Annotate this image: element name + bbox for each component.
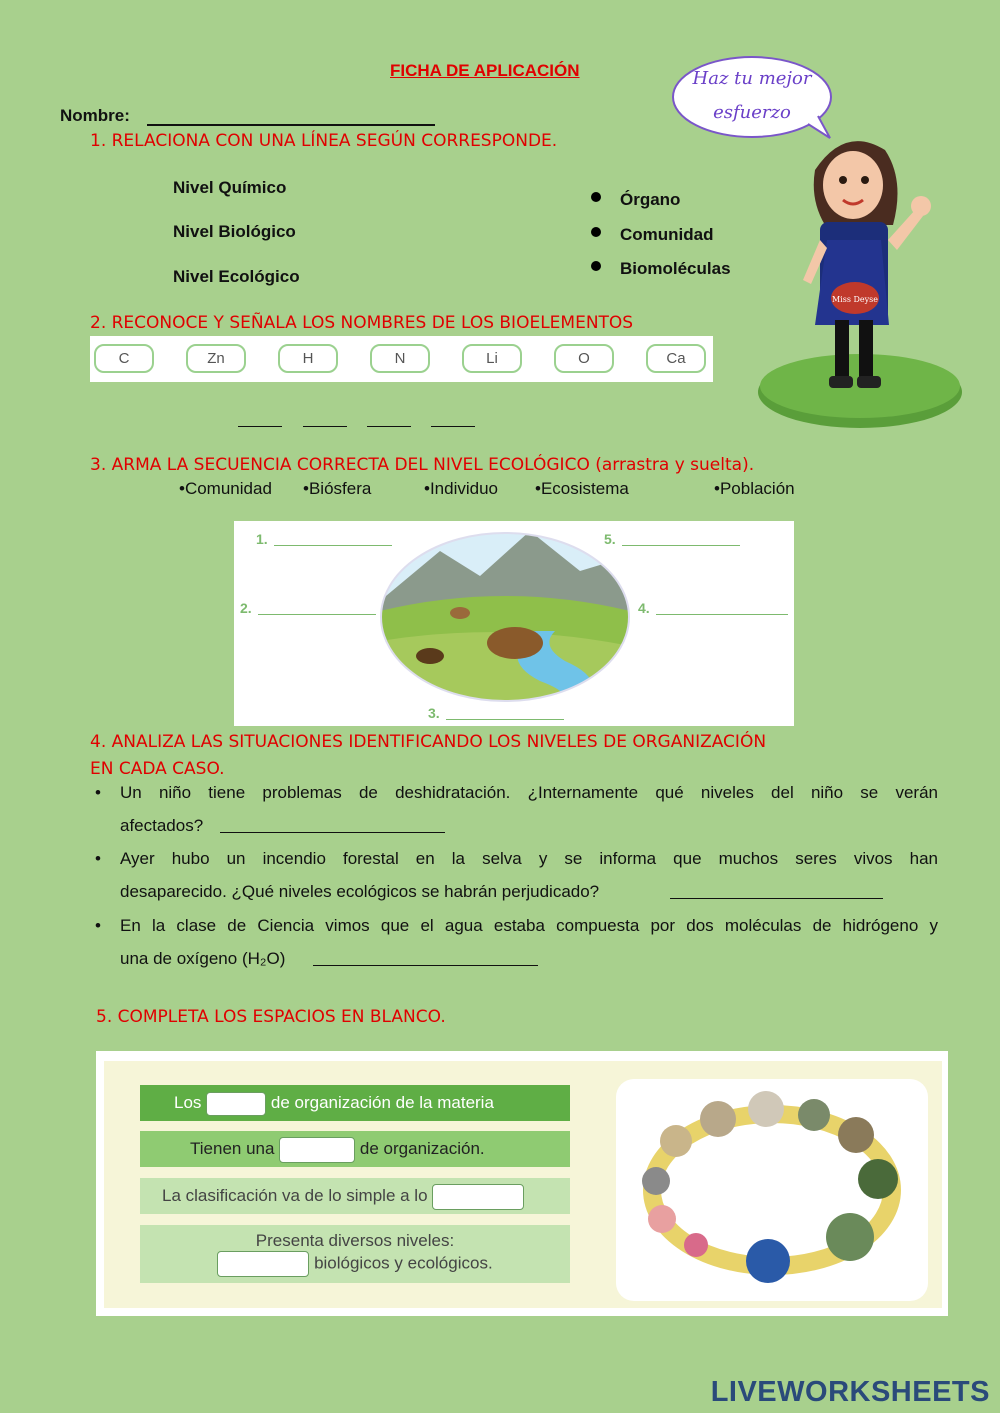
answer-blank[interactable] <box>238 426 282 427</box>
label-2: 2. <box>240 600 252 616</box>
band-1-text-b: de organización de la materia <box>270 1093 494 1112</box>
drop-zone-3[interactable] <box>446 719 564 720</box>
option-comunidad[interactable]: Comunidad <box>620 225 714 244</box>
element-n[interactable]: N <box>370 344 430 373</box>
teacher-avatar <box>755 130 970 435</box>
name-field[interactable] <box>147 124 435 126</box>
drop-zone-4[interactable] <box>656 614 788 615</box>
band-1-text-a: Los <box>174 1093 202 1112</box>
blank-box-2[interactable] <box>279 1137 355 1163</box>
answer-input-1[interactable] <box>220 832 445 833</box>
q4-prompt-line1: 4. ANALIZA LAS SITUACIONES IDENTIFICANDO LOS NIVELES DE ORGANIZACIÓN <box>90 732 767 752</box>
situation-3-line2: una de oxígeno (H₂O) <box>120 949 286 968</box>
option-organo[interactable]: Órgano <box>620 190 681 209</box>
band-2 <box>140 1131 570 1167</box>
label-1: 1. <box>256 531 268 547</box>
element-li[interactable]: Li <box>462 344 522 373</box>
band-1 <box>140 1085 570 1121</box>
bioelements-strip <box>90 336 713 382</box>
level-quimico[interactable]: Nivel Químico <box>173 178 287 197</box>
option-biomoleculas[interactable]: Biomoléculas <box>620 259 731 278</box>
bullet-icon <box>591 261 601 271</box>
apron-text: Miss Deyse <box>831 295 879 304</box>
band-2-text-a: Tienen una <box>190 1139 275 1158</box>
bullet-icon <box>591 227 601 237</box>
band-4-text-b: biológicos y ecológicos. <box>314 1253 493 1273</box>
band-3 <box>140 1178 570 1214</box>
element-zn[interactable]: Zn <box>186 344 246 373</box>
element-h[interactable]: H <box>278 344 338 373</box>
q1-prompt: 1. RELACIONA CON UNA LÍNEA SEGÚN CORRESPONDE. <box>90 131 558 151</box>
bullet-icon: • <box>95 849 101 868</box>
drop-zone-1[interactable] <box>274 545 392 546</box>
label-4: 4. <box>638 600 650 616</box>
liveworksheets-logo: LIVEWORKSHEETS <box>710 1376 990 1408</box>
q4-prompt-line2: EN CADA CASO. <box>90 759 225 779</box>
answer-input-2[interactable] <box>670 898 883 899</box>
blank-box-3[interactable] <box>432 1184 524 1210</box>
landscape-illustration <box>380 531 630 703</box>
level-ecologico[interactable]: Nivel Ecológico <box>173 267 300 286</box>
situation-1-line1: Un niño tiene problemas de deshidratación. ¿Internamente qué niveles del niño se verán <box>120 783 938 802</box>
label-3: 3. <box>428 705 440 721</box>
label-5: 5. <box>604 531 616 547</box>
answer-input-3[interactable] <box>313 965 538 966</box>
organization-levels-diagram <box>616 1079 928 1301</box>
answer-blank[interactable] <box>367 426 411 427</box>
bullet-icon: • <box>95 916 101 935</box>
situation-2-line2: desaparecido. ¿Qué niveles ecológicos se habrán perjudicado? <box>120 882 600 901</box>
fill-blanks-panel <box>96 1051 948 1316</box>
q3-prompt: 3. ARMA LA SECUENCIA CORRECTA DEL NIVEL ECOLÓGICO (arrastra y suelta). <box>90 455 755 475</box>
drop-zone-2[interactable] <box>258 614 376 615</box>
answer-blank[interactable] <box>303 426 347 427</box>
bullet-icon <box>591 192 601 202</box>
choice-individuo[interactable]: •Individuo <box>424 479 499 498</box>
choice-poblacion[interactable]: •Población <box>714 479 795 498</box>
bullet-icon: • <box>95 783 101 802</box>
choice-biosfera[interactable]: •Biósfera <box>303 479 372 498</box>
blank-box-4[interactable] <box>217 1251 309 1277</box>
situation-1-line2: afectados? <box>120 816 204 835</box>
choice-comunidad[interactable]: •Comunidad <box>179 479 272 498</box>
element-c[interactable]: C <box>94 344 154 373</box>
choice-ecosistema[interactable]: •Ecosistema <box>535 479 629 498</box>
ecological-levels-image <box>234 521 794 726</box>
drop-zone-5[interactable] <box>622 545 740 546</box>
blank-box-1[interactable] <box>206 1092 266 1116</box>
band-4-text-a: Presenta diversos niveles: <box>255 1231 455 1250</box>
answer-blank[interactable] <box>431 426 475 427</box>
name-label: Nombre: <box>60 106 130 125</box>
band-3-text-a: La clasificación va de lo simple a lo <box>162 1186 428 1205</box>
level-biologico[interactable]: Nivel Biológico <box>173 222 296 241</box>
situation-2-line1: Ayer hubo un incendio forestal en la selva y se informa que muchos seres vivos han <box>120 849 938 868</box>
element-o[interactable]: O <box>554 344 614 373</box>
band-4 <box>140 1225 570 1283</box>
q5-prompt: 5. COMPLETA LOS ESPACIOS EN BLANCO. <box>96 1007 446 1027</box>
band-2-text-b: de organización. <box>359 1139 485 1158</box>
q2-prompt: 2. RECONOCE Y SEÑALA LOS NOMBRES DE LOS BIOELEMENTOS <box>90 313 634 333</box>
speech-text: Haz tu mejor esfuerzo <box>692 68 812 123</box>
situation-3-line1: En la clase de Ciencia vimos que el agua estaba compuesta por dos moléculas de hidrógeno y <box>120 916 938 935</box>
element-ca[interactable]: Ca <box>646 344 706 373</box>
page-title: FICHA DE APLICACIÓN <box>390 61 580 80</box>
